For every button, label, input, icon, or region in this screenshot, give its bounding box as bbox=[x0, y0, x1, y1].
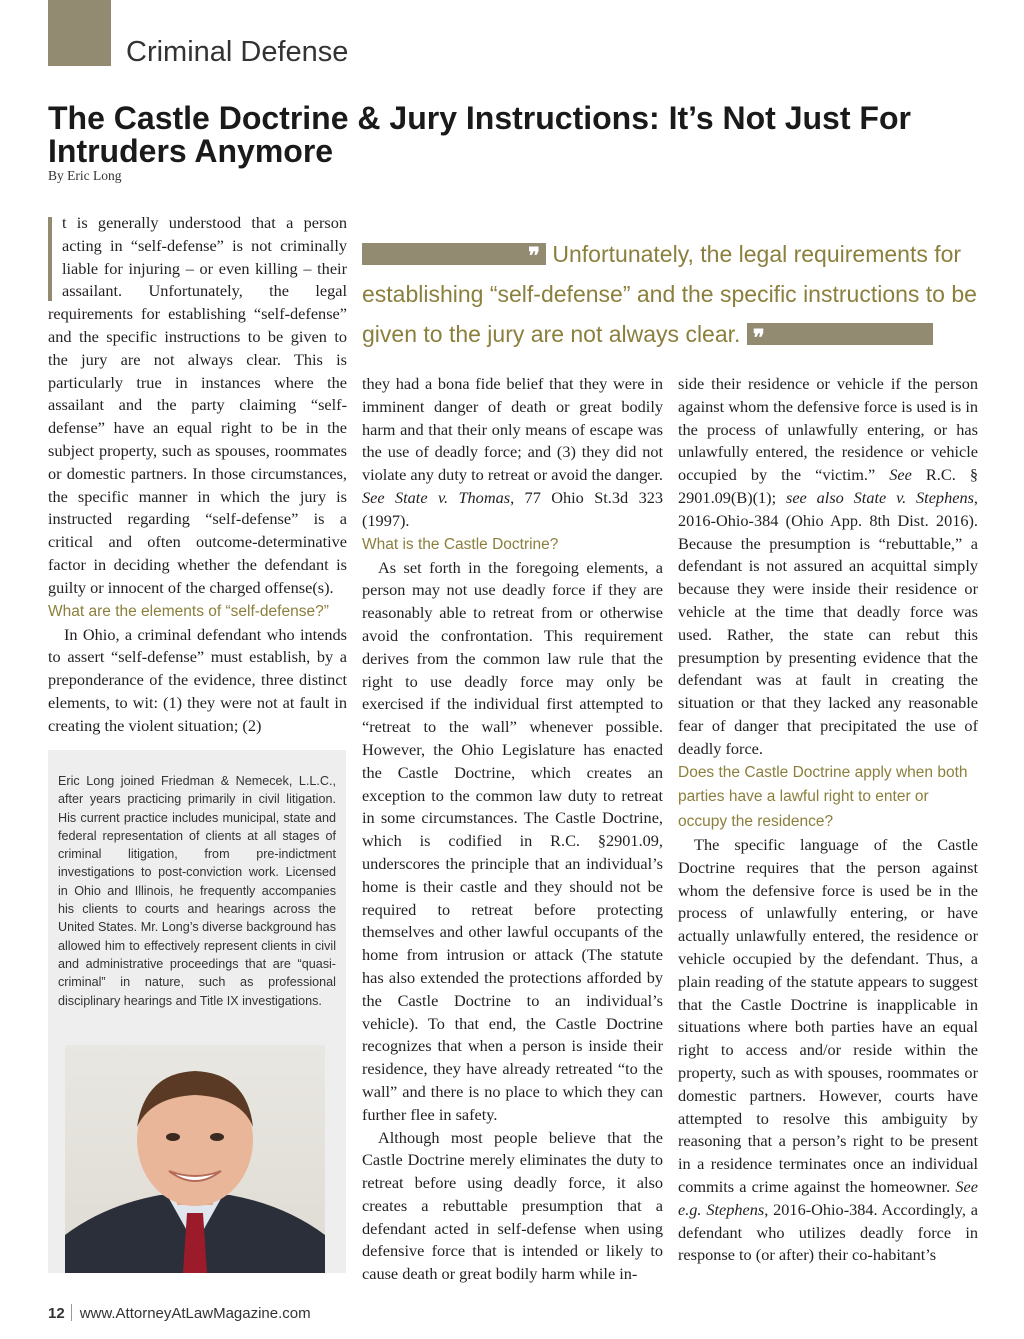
section-title: Criminal Defense bbox=[126, 36, 349, 68]
author-portrait bbox=[65, 1045, 325, 1273]
magazine-url[interactable]: www.AttorneyAtLawMagazine.com bbox=[79, 1305, 311, 1322]
drop-cap-i bbox=[48, 217, 52, 301]
article-headline: The Castle Doctrine & Jury Instructions: It’s Not Just For Intruders Anymore bbox=[48, 100, 911, 169]
pull-quote-text: Unfortunately, the legal requirements for establishing “self-defense” and the specific instructions to be given to the jury are not always clear. bbox=[362, 241, 977, 347]
subhead-lawful-right: Does the Castle Doctrine apply when both parties have a lawful right to enter or occupy the residence? bbox=[678, 763, 968, 830]
intro-paragraph bbox=[48, 212, 347, 600]
page-footer bbox=[48, 1304, 311, 1322]
subhead-elements: What are the elements of “self-defense?” bbox=[48, 602, 329, 620]
author-bio-box bbox=[48, 750, 346, 1273]
column-2 bbox=[362, 373, 663, 1286]
author-portrait-illustration bbox=[65, 1045, 325, 1273]
pull-quote-close-bar bbox=[747, 323, 933, 351]
subhead-castle-doctrine: What is the Castle Doctrine? bbox=[362, 535, 559, 553]
open-quote-icon: ❞ bbox=[528, 243, 540, 269]
case-citation: see also State v. Stephens bbox=[786, 487, 974, 507]
paragraph-presumption-cont: side their residence or vehicle if the person against whom the defensive force is used is in the process of unlawfully entering, or has unlawfully entered, the residence or vehicle occupied by the “victim.” See R.C. § 2901.09(B)(1); see also State v. Stephens, 2016-Ohio-384 (Ohio App. 8th Dist. 2016). Because the presumption is “rebuttable,” a defendant is not assured an acquittal simply because they were inside their residence or vehicle at the time that deadly force was used. Rather, the state can rebut this presumption by presenting evidence that the defendant was at fault in creating the situation or that they lacked any reasonable fear of danger that precipitated the use of deadly force. bbox=[678, 374, 978, 758]
paragraph-lawful-right: The specific language of the Castle Doctrine requires that the person against whom the defensive force is used be in the process of unlawfully entering, or have actually unlawfully entered, the residence or vehicle occupied by the defendant. Thus, a plain reading of the statute appears to suggest that the Castle Doctrine is inapplicable in situations where both parties have an equal right to access and/or reside within the property, such as with spouses, roommates or domestic partners. However, courts have attempted to resolve this ambiguity by reasoning that a person’s right to be present in a residence terminates once an individual commits a crime against the homeowner. See e.g. Stephens, 2016-Ohio-384. Accordingly, a defendant who utilizes deadly force in response to (or after) their co-habitant’s bbox=[678, 835, 979, 1265]
pull-quote-open-bar bbox=[362, 243, 546, 269]
page-number: 12 bbox=[48, 1305, 65, 1322]
case-citation: See e.g. Stephens bbox=[678, 1177, 978, 1219]
paragraph-castle-doctrine: As set forth in the foregoing elements, a person may not use deadly force if they are reasonably able to retreat from or otherwise avoid the confrontation. This requirement derives from the common law rule that the right to use deadly force may only be exercised if the individual first attempted to “retreat to the wall” whenever possible. However, the Ohio Legislature has enacted the Castle Doctrine, which creates an exception to the common law duty to retreat in some circumstances. The Castle Doctrine, which is codified in R.C. §2901.09, underscores the principle that an individual’s home is their castle and they should not be required to retreat before protecting themselves and other lawful occupants of the home from intrusion or attack (The statute has also extended the protections afforded by the Castle Doctrine to an individual’s vehicle). To that end, the Castle Doctrine recognizes that when a person is inside their residence, they have already retreated “to the wall” and there is no place to which they can further flee in safety. bbox=[362, 557, 663, 1124]
footer-divider bbox=[71, 1304, 72, 1321]
section-tab-block bbox=[48, 0, 111, 66]
paragraph-elements: In Ohio, a criminal defendant who intends to assert “self-defense” must establish, by a preponderance of the evidence, three distinct elements, to wit: (1) they were not at fault in creating the violent situation; (2) bbox=[48, 624, 347, 735]
paragraph-presumption: Although most people believe that the Castle Doctrine merely eliminates the duty to retreat before using deadly force, it also creates a rebuttable presumption that a defendant acted in self-defense when using defensive force that is intended or likely to cause death or great bodily harm while in- bbox=[362, 1127, 663, 1284]
pull-quote bbox=[362, 234, 978, 354]
case-citation: See State v. Thomas bbox=[362, 487, 511, 507]
close-quote-icon: ❞ bbox=[752, 325, 765, 351]
paragraph-elements-cont: they had a bona fide belief that they were in imminent danger of death or great bodily harm and that their only means of escape was the use of deadly force; and (3) they did not violate any duty to retreat or avoid the danger. See State v. Thomas, 77 Ohio St.3d 323 (1997). bbox=[362, 374, 663, 530]
column-1 bbox=[48, 212, 347, 738]
intro-text: t is generally understood that a person acting in “self-defense” is not criminally liable for injuring – or even killing – their assailant. Unfortunately, the legal requirements for establishing “self-defense” and the specific instructions to be given to the jury are not always clear. This is particularly true in instances where the assailant and the party claiming “self-defense” have an equal right to be in the subject property, such as spouses, roommates or domestic partners. In those circumstances, the specific manner in which the jury is instructed regarding “self-defense” is a critical and often outcome-determinative factor in deciding whether the defendant is guilty or innocent of the charged offense(s). bbox=[48, 213, 347, 597]
author-bio-text: Eric Long joined Friedman & Nemecek, L.L.C., after years practicing primarily in civil litigation. His current practice includes municipal, state and federal representation of clients at all stages of criminal litigation, from pre-indictment investigations to post-conviction work. Licensed in Ohio and Illinois, he frequently accompanies his clients to courts and hearings across the United States. Mr. Long’s diverse background has allowed him to effectively represent clients in civil and administrative proceedings that are “quasi-criminal” in nature, such as professional disciplinary hearings and Title IX investigations. bbox=[58, 774, 336, 1008]
column-3 bbox=[678, 373, 978, 1267]
article-byline: By Eric Long bbox=[48, 168, 122, 183]
